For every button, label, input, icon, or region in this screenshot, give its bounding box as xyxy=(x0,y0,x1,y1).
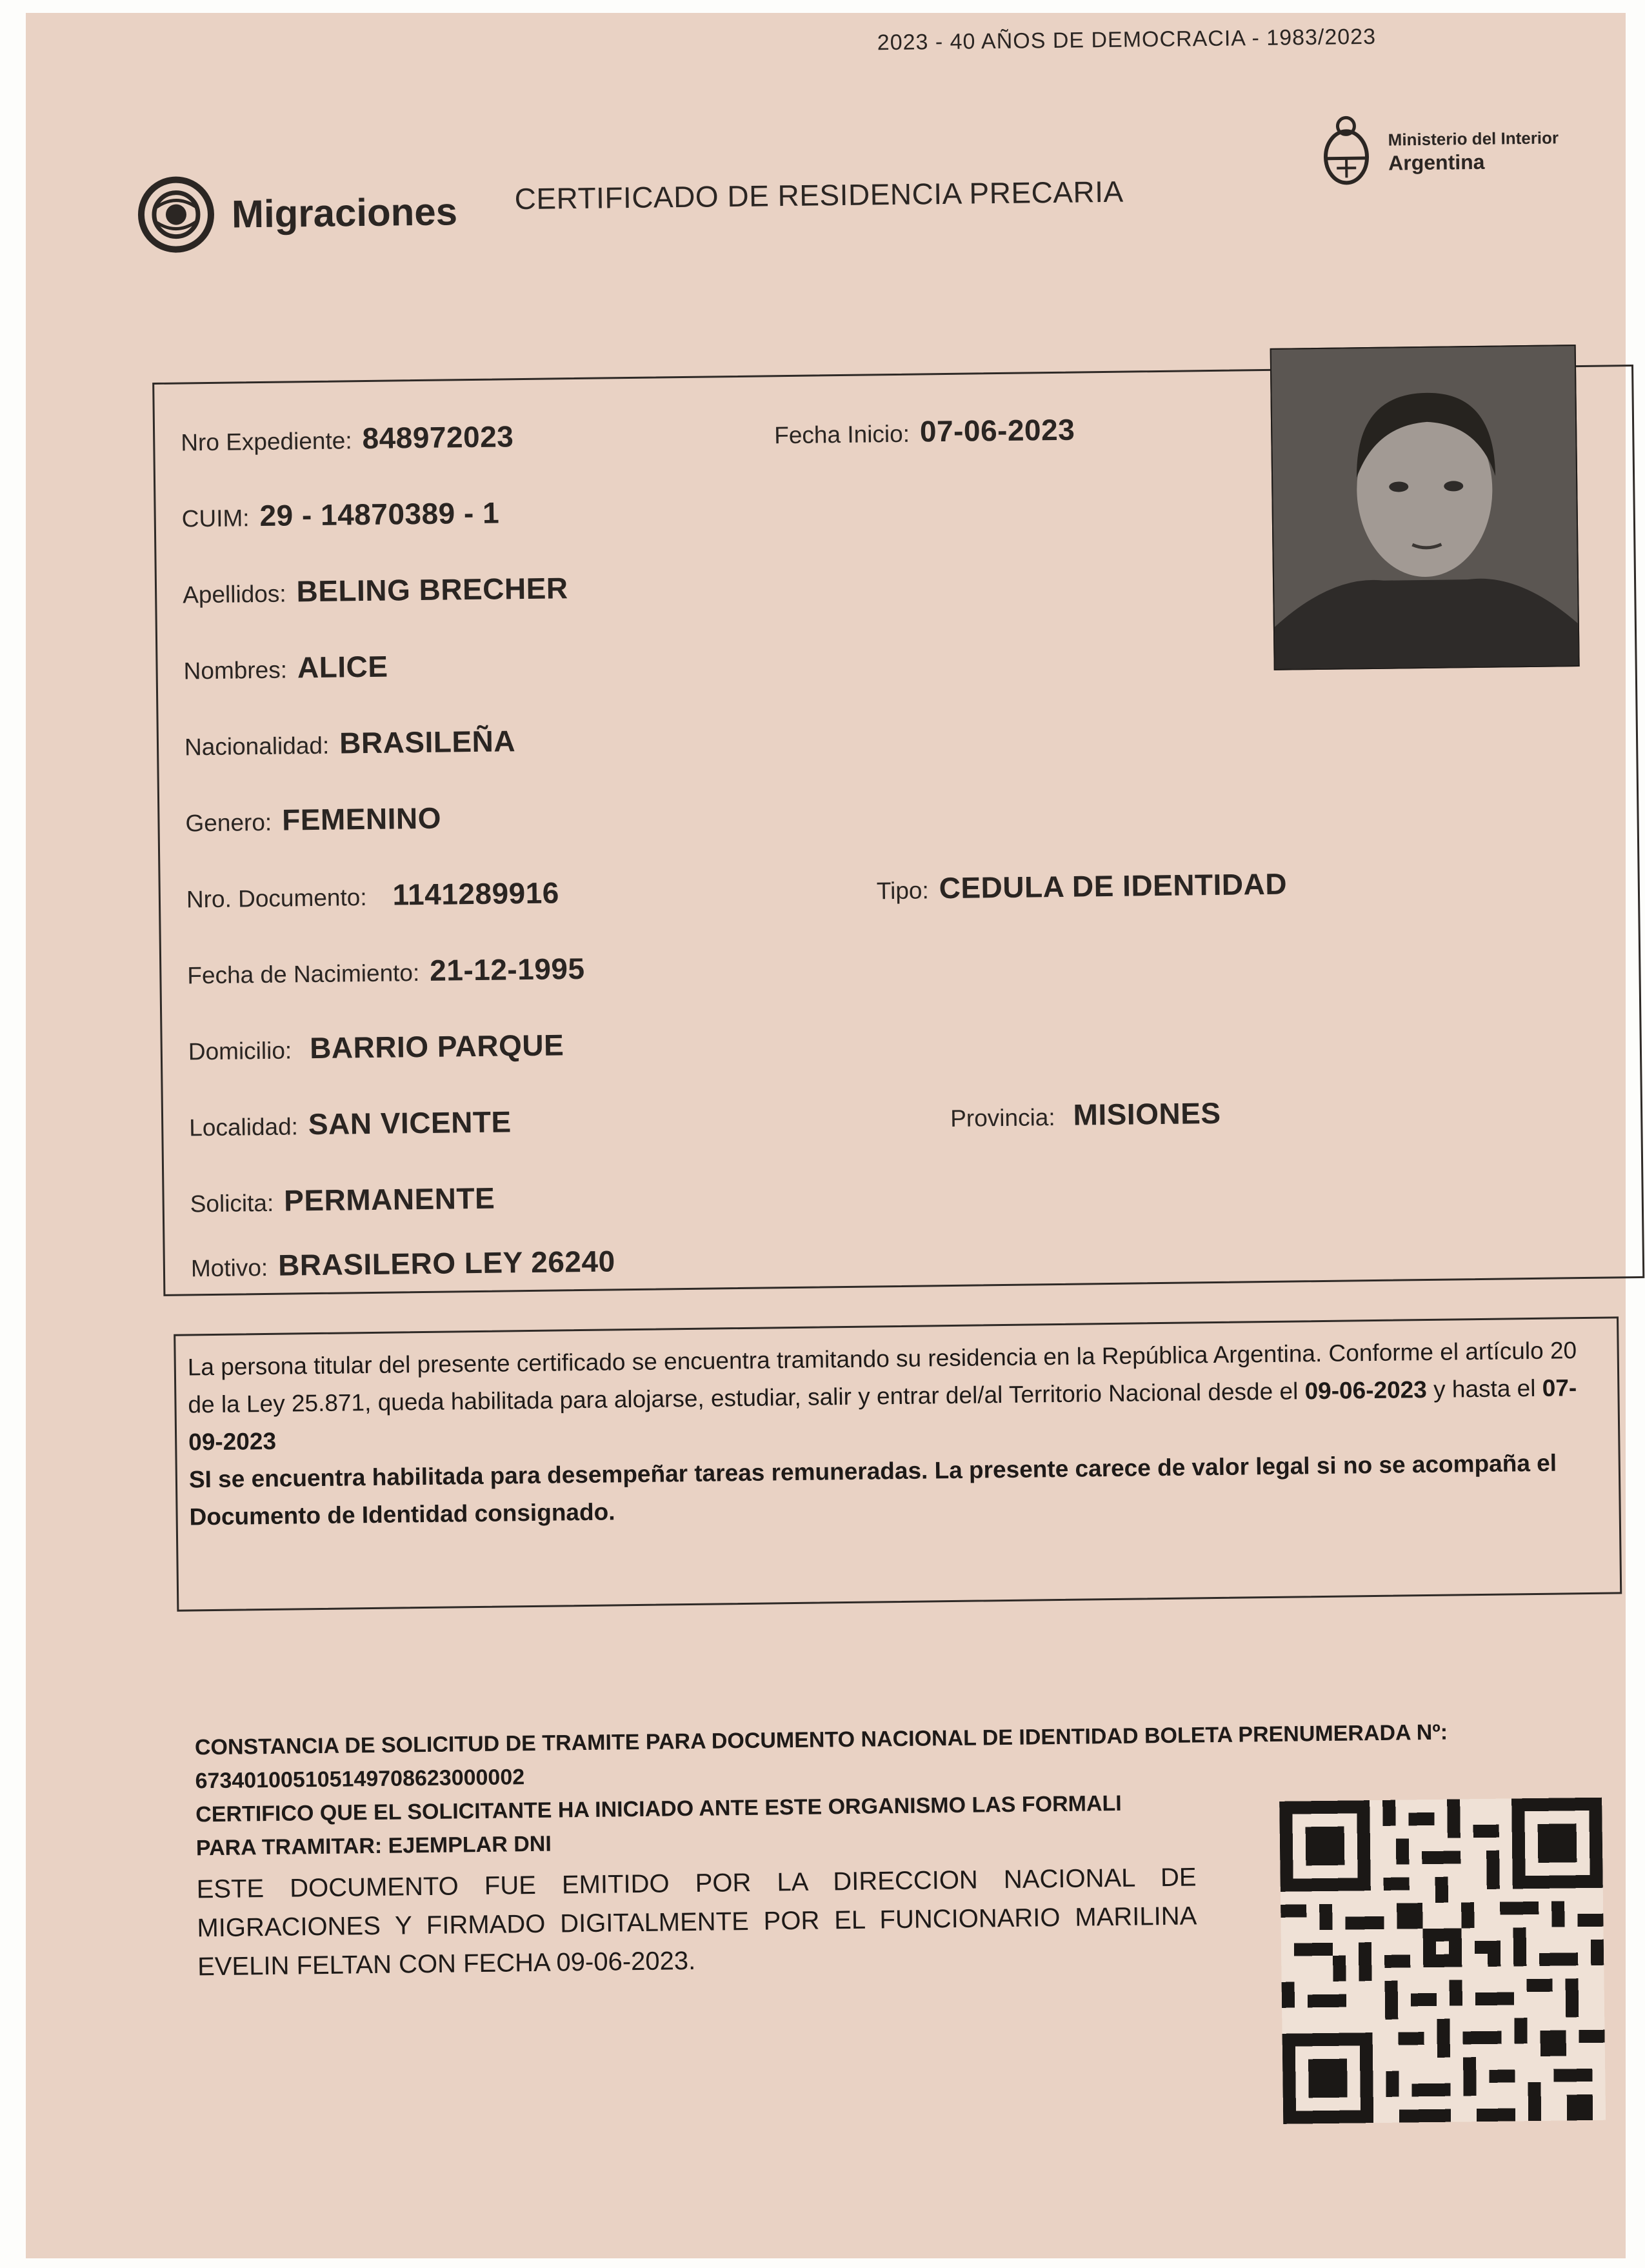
value: 1141289916 xyxy=(392,876,560,912)
value: FEMENINO xyxy=(281,801,442,837)
label: Genero: xyxy=(185,808,272,837)
field-nacionalidad xyxy=(184,723,516,762)
ministry-country: Argentina xyxy=(1388,150,1485,175)
applicant-data-box xyxy=(152,365,1644,1296)
qr-code-icon xyxy=(1279,1791,1606,2131)
label: Tipo: xyxy=(876,877,929,905)
field-domicilio xyxy=(188,1027,564,1067)
label: Solicita: xyxy=(190,1189,274,1218)
label: Nombres: xyxy=(183,656,288,685)
field-cuim xyxy=(181,495,499,534)
label: CUIM: xyxy=(181,505,250,532)
value: BELING BRECHER xyxy=(296,571,568,608)
label: Provincia: xyxy=(950,1104,1055,1132)
label: Domicilio: xyxy=(188,1037,292,1065)
ministry-name: Ministerio del Interior xyxy=(1388,128,1559,150)
certifico-text: CERTIFICO QUE EL SOLICITANTE HA INICIADO ANTE ESTE ORGANISMO LAS FORMALI xyxy=(195,1791,1122,1827)
ministry-logo xyxy=(1317,110,1559,191)
value: BRASILERO LEY 26240 xyxy=(277,1244,615,1282)
value: CEDULA DE IDENTIDAD xyxy=(939,867,1288,905)
person-portrait-icon xyxy=(1271,346,1579,669)
value: 07-06-2023 xyxy=(919,412,1075,448)
value: BARRIO PARQUE xyxy=(309,1028,564,1065)
label: Apellidos: xyxy=(182,580,286,608)
democracy-banner: 2023 - 40 AÑOS DE DEMOCRACIA - 1983/2023 xyxy=(877,24,1377,55)
field-tipo xyxy=(876,867,1287,907)
label: Localidad: xyxy=(189,1113,299,1141)
issued-statement: ESTE DOCUMENTO FUE EMITIDO POR LA DIRECCION NACIONAL DE MIGRACIONES Y FIRMADO DIGITALMENTE POR EL FUNCIONARIO MARILINA EVELIN FELTAN CON FECHA 09-06-2023. xyxy=(196,1863,1197,1982)
label: Nacionalidad: xyxy=(184,732,330,761)
field-documento xyxy=(186,875,560,914)
field-fecha-inicio xyxy=(774,412,1075,451)
constancia-title: CONSTANCIA DE SOLICITUD DE TRAMITE PARA DOCUMENTO NACIONAL DE IDENTIDAD BOLETA PRENUMERADA Nº: xyxy=(194,1720,1448,1760)
field-expediente xyxy=(181,419,514,457)
argentina-coat-of-arms-icon xyxy=(1317,113,1375,191)
field-nacimiento xyxy=(187,951,585,991)
notice-text-until: y hasta el xyxy=(1426,1374,1542,1403)
field-localidad xyxy=(189,1104,512,1143)
document-content xyxy=(12,3,1639,2268)
notice-text: La persona titular del presente certificado se encuentra tramitando su residencia en la República Argentina. Conforme el artículo 20 de la Ley 25.871, queda habilitada para alojarse, estudiar, salir y entrar del/al Territorio Nacional desde el xyxy=(187,1337,1577,1418)
field-genero xyxy=(185,801,441,839)
label: Nro Expediente: xyxy=(181,427,352,456)
value: 848972023 xyxy=(362,419,514,456)
label: Motivo: xyxy=(190,1254,268,1282)
notice-bold-text: SI se encuentra habilitada para desempeñar tareas remuneradas. La presente carece de valor legal si no se acompaña el Documento de Identidad consignado. xyxy=(188,1449,1557,1530)
document-title: CERTIFICADO DE RESIDENCIA PRECARIA xyxy=(514,174,1124,216)
value: SAN VICENTE xyxy=(308,1105,512,1141)
legal-notice-box xyxy=(174,1316,1622,1611)
label: Nro. Documento: xyxy=(186,884,367,913)
applicant-photo xyxy=(1270,345,1580,670)
para-tramitar-text: PARA TRAMITAR: EJEMPLAR DNI xyxy=(195,1831,552,1861)
field-apellidos xyxy=(183,570,568,610)
value: MISIONES xyxy=(1073,1096,1221,1132)
brand-name: Migraciones xyxy=(231,189,458,236)
value: 21-12-1995 xyxy=(429,951,585,987)
field-nombres xyxy=(183,649,388,687)
value: PERMANENTE xyxy=(283,1181,495,1218)
label: Fecha de Nacimiento: xyxy=(187,959,420,989)
notice-date-to: 07-09-2023 xyxy=(188,1374,1577,1456)
migraciones-emblem-icon xyxy=(137,176,215,254)
migraciones-logo xyxy=(137,172,458,254)
document-sheet xyxy=(26,13,1626,2258)
value: ALICE xyxy=(297,649,388,685)
boleta-number: 673401005105149708623000002 xyxy=(195,1765,525,1794)
value: 29 - 14870389 - 1 xyxy=(259,496,500,533)
field-provincia xyxy=(950,1096,1221,1134)
label: Fecha Inicio: xyxy=(773,420,910,449)
notice-date-from: 09-06-2023 xyxy=(1304,1376,1428,1405)
value: BRASILEÑA xyxy=(339,724,516,760)
field-motivo xyxy=(191,1243,615,1283)
field-solicita xyxy=(190,1181,495,1219)
